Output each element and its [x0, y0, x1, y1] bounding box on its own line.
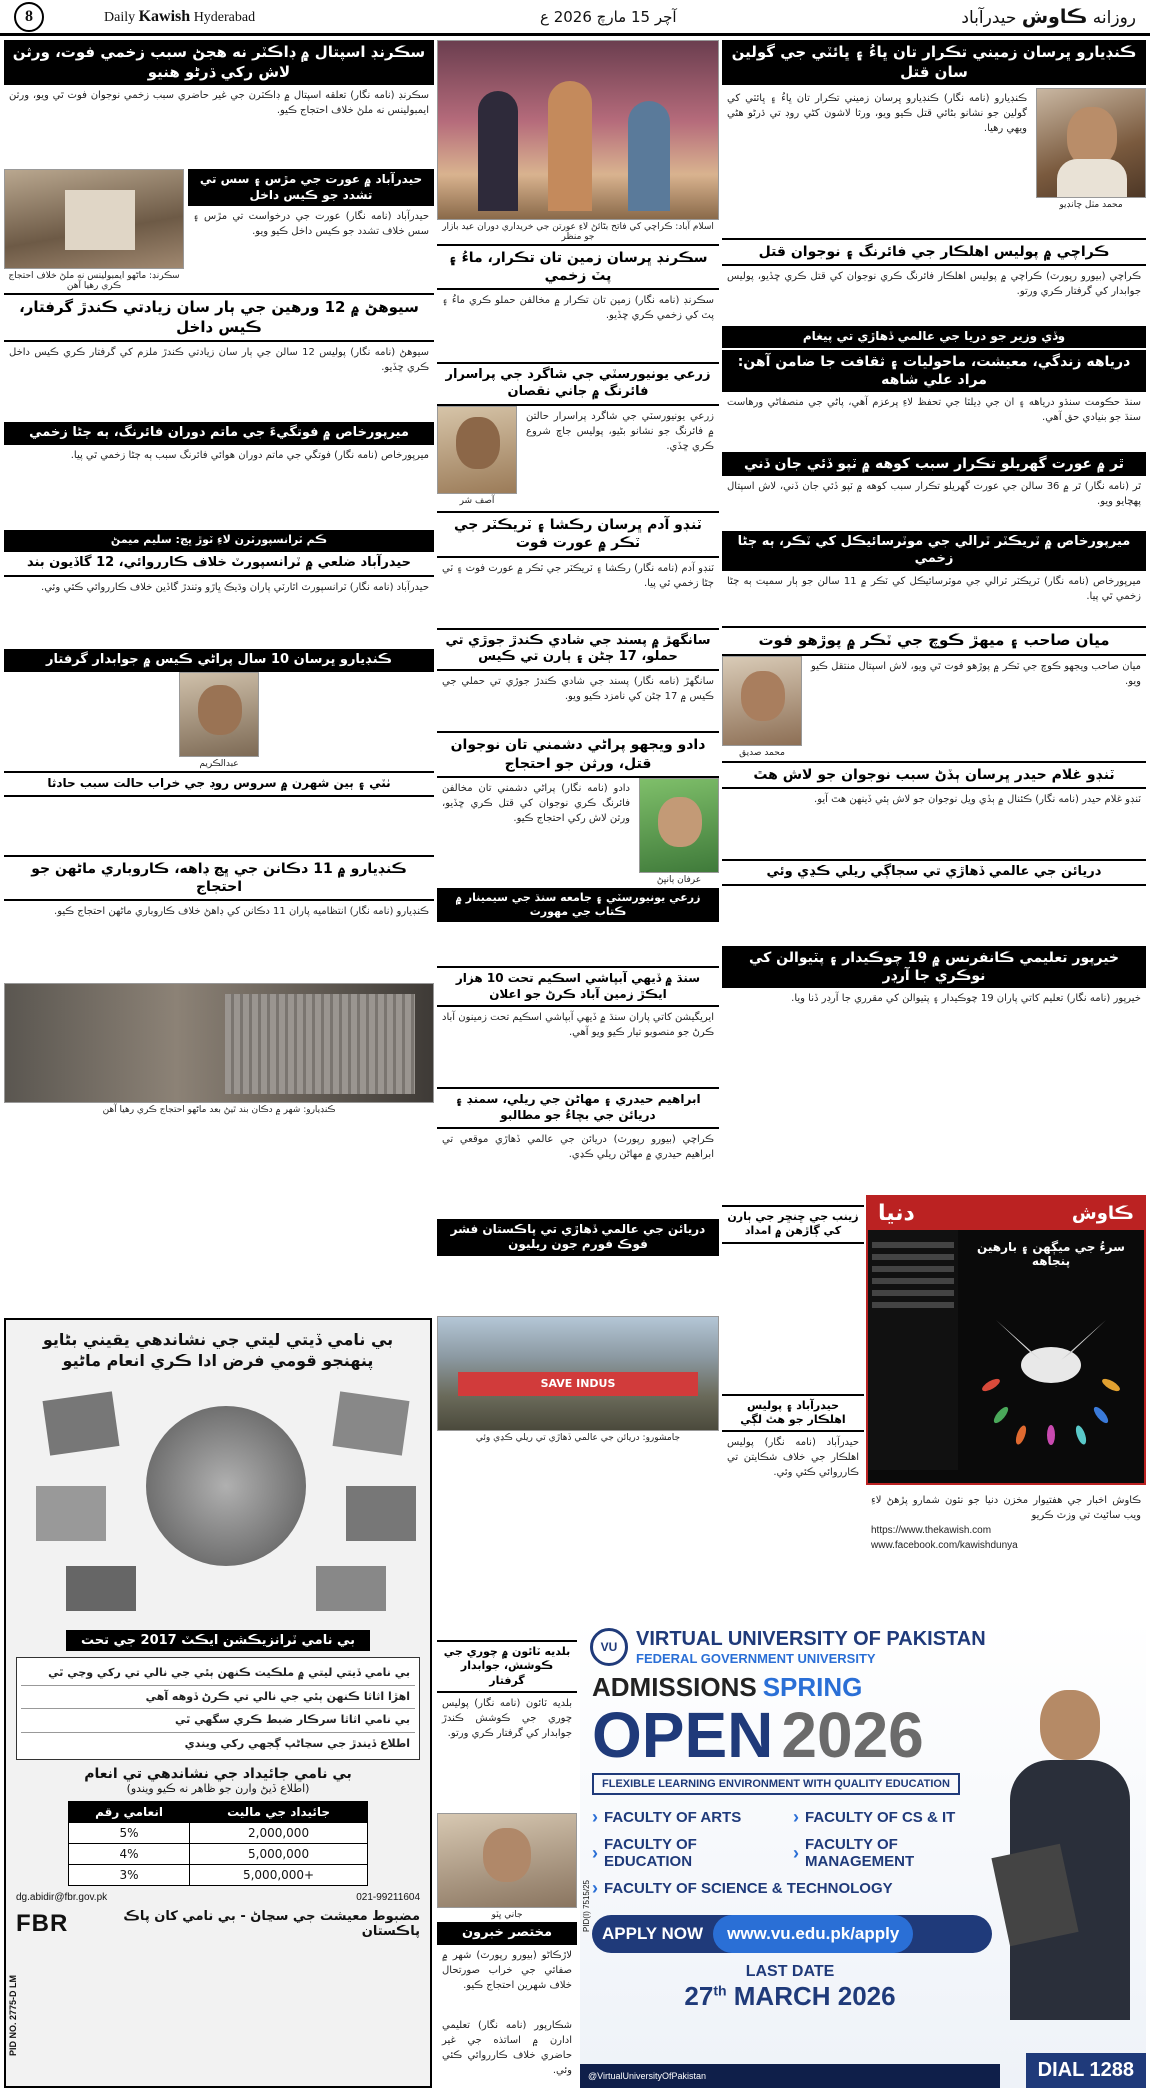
transport-action-headline: حيدرآباد ضلعي ۾ ٽرانسپورٽ خلاف ڪارروائي، 12 گاڏيون بند: [4, 550, 434, 577]
vu-name: VIRTUAL UNIVERSITY OF PAKISTAN: [636, 1628, 986, 1650]
sehwan-text: سيوهڻ (نامه نگار) پوليس 12 سالن جي ٻار سان زيادتي ڪندڙ ملزم کي گرفتار ڪري ڪيس داخل ڪري ڇڏيو.: [9, 347, 429, 373]
fishers-text: ڪراچي (بيورو رپورٽ) دريائن جي عالمي ڏهاڙي موقعي تي ابراهيم حيدري ۾ مهاڻن ريلي ڪڍي.: [442, 1133, 714, 1160]
table-row: 3% 5,000,000+: [69, 1865, 368, 1886]
university-photo-caption: آصف شر: [459, 496, 495, 507]
fbr-ad-points: [16, 1657, 420, 1760]
rally-photo-caption: جامشورو: دريائن جي عالمي ڏهاڙي تي ريلي ڪڍي وئي: [475, 1432, 681, 1443]
dunya-site-1[interactable]: https://www.thekawish.com: [871, 1525, 992, 1536]
mirpurkhas-headline: ميرپورخاص ۾ فوتگيءَ جي ماتم دوران فائرنگ، ٻه ڄڻا زخمي: [4, 422, 434, 445]
road-text: ميان صاحب ويجهو ڪوچ جي ٽڪر ۾ پوڙهو فوت ٿي ويو، لاش اسپتال منتقل ڪيو ويو.: [811, 660, 1141, 687]
sindhi-masthead: روزانه ڪاوش حيدرآباد: [961, 5, 1136, 28]
bottom-center-column: [437, 1640, 577, 2088]
transporters-headline: ڪم ٽرانسپورٽرن لاءِ ٽوڙ ڀڃ: سليم ميمڻ: [4, 530, 434, 550]
rally-headline: دريائن جي عالمي ڏهاڙي تي پاڪستان فشر فوڪ فورم جون ريليون: [437, 1219, 719, 1256]
hospital-text: سڪرنڊ (نامه نگار) تعلقه اسپتال ۾ ڊاڪٽرن جي غير حاضري سبب زخمي نوجوان فوت ٿي ويو، ورثن ايمبولينس نه ملڻ خلاف احتجاج ڪيو.: [9, 90, 429, 116]
baldia-text: بلديه ٽائون (نامه نگار) پوليس چوري جي ڪوشش ڪندڙ جوابدار کي گرفتار ڪري ورتو.: [442, 1697, 572, 1739]
fbr-ad-point: اهڙا اثاثا ڪنهن ٻئي جي نالي تي ڪرڻ ڏوهه آهي: [21, 1686, 415, 1710]
university-text: زرعي يونيورسٽي جي شاگرد پراسرار حالتن ۾ فائرنگ جو نشانو بڻيو، پوليس جاچ شروع ڪري ڇڏي.: [526, 411, 714, 453]
road-photo: [722, 656, 802, 746]
university-photo: [437, 406, 517, 494]
vu-social-bar: [580, 2064, 1000, 2088]
fbr-ad-title-1: بي نامي ڏيتي ليتي جي نشاندهي يقيني بڻايو: [42, 1330, 394, 1349]
vu-open: OPEN: [592, 1699, 774, 1771]
dadu-photo-caption: عرفان ٻانڀڻ: [656, 874, 702, 885]
lead-photo-caption: محمد مٺل چانڊيو: [1059, 200, 1123, 210]
shops-photo: [4, 983, 434, 1103]
irrigation-text: ايريگيشن کاتي پاران سنڌ ۾ ڏيهي آبپاشي اسڪيم تحت زمينون آباد ڪرڻ جو منصوبو تيار ڪيو ويو آهي.: [442, 1012, 714, 1039]
sakrand-text: سڪرنڊ (نامه نگار) زمين تان تڪرار ۾ مخالفن حملو ڪري ماءُ ۽ پٽ کي زخمي ڪري ڇڏيو.: [442, 295, 714, 322]
fishers-headline: ابراهيم حيدري ۽ مهاڻن جي ريلي، سمنڊ ۽ دريائن جي بچاءُ جو مطالبو: [437, 1087, 719, 1128]
lead-text: ڪنڊيارو (نامه نگار) ڪنڊيارو ڀرسان زميني تڪرار تان ڀاءُ ۽ ڀائٽي کي گولين جو نشانو بڻائي قتل ڪيو ويو، ورثا لاشون کڻي روڊ تي ڌرڻو هڻي ويهي رهيا.: [727, 93, 1027, 134]
fbr-footer: مضبوط معيشت جي سڃاڻ - بي نامي کان پاڪ پاڪستان: [123, 1909, 420, 1939]
kandiaro-photo-caption: عبدالڪريم: [199, 758, 239, 769]
right-column: [722, 40, 1146, 1205]
kawish-brand: ڪاوش: [1071, 1203, 1134, 1224]
dunya-site-2[interactable]: www.facebook.com/kawishdunya: [871, 1540, 1018, 1551]
vu-pid: PID(I) 7515/25: [582, 1880, 591, 1933]
fbr-phone[interactable]: 021-99211604: [356, 1892, 420, 1903]
faculty-item: › FACULTY OF MANAGEMENT: [793, 1836, 915, 1870]
ambulance-photo: [4, 169, 184, 269]
banner-subheadline: درياهه زندگي، معيشت، ماحوليات ۽ ثقافت جا ضامن آهن: مراد علي شاهه: [722, 350, 1146, 392]
dunya-cover-caption: سرءُ جي ميڳهن ۽ بارهين پنجاهه: [977, 1240, 1125, 1268]
brief-news-headline: مختصر خبرون: [437, 1922, 577, 1945]
fbr-ad-point: بي نامي اثاثا سرڪار ضبط ڪري سگهي ٿي: [21, 1709, 415, 1733]
table-row: 5% 2,000,000: [69, 1823, 368, 1844]
shops-text: ڪنڊيارو (نامه نگار) انتظاميه پاران 11 دڪانن کي ڊاهڻ خلاف ڪاروباري ماڻهن احتجاج ڪيو.: [54, 905, 429, 917]
dadu-text: دادو (نامه نگار) پراڻي دشمني تان مخالفن فائرنگ ڪري نوجوان کي قتل ڪري ڇڏيو، ورثن لاش رکي احتجاج ڪيو.: [442, 782, 630, 824]
banner-text: سنڌ حڪومت سنڌو درياهه ۽ ان جي ڊيلٽا جي تحفظ لاءِ پرعزم آهي، پاڻي جي منصفاڻي ورهاست سنڌ جو بنيادي حق آهي.: [727, 397, 1141, 424]
kandiaro-photo: [179, 672, 259, 757]
ambulance-photo-caption: سڪرنڊ: ماڻهو ايمبولينس نه ملڻ خلاف احتجاج ڪري رهيا آهن: [8, 271, 180, 291]
rally-banner: SAVE INDUS: [458, 1372, 698, 1396]
rally-photo: [437, 1316, 719, 1431]
vu-student-figure: [1000, 1690, 1140, 2020]
fbr-ad-title-2: پنهنجو قومي فرض ادا ڪري انعام ماڻيو: [62, 1351, 374, 1370]
fbr-ad-act: بي نامي ٽرانزيڪشن ايڪٽ 2017 جي تحت: [66, 1630, 370, 1651]
banner-headline: وڏي وزير جو دريا جي عالمي ڏهاڙي تي پيغام: [722, 326, 1146, 348]
tando-text: ٽنڊو غلام حيدر (نامه نگار) ڪئنال ۾ ٻڏي ويل نوجوان جو لاش ٻئي ڏينهن هٿ آيو.: [814, 793, 1141, 805]
chevron-right-icon: ›: [592, 1842, 598, 1863]
shops-headline: ڪنڊيارو ۾ 11 دڪانن جي ڀڃ ڊاهه، ڪاروباري ماڻهن جو احتجاج: [4, 855, 434, 901]
vu-last-date-label: LAST DATE: [745, 1963, 835, 1980]
kandiaro-arrest-headline: ڪنڊيارو ڀرسان 10 سال پراڻي ڪيس ۾ جوابدار گرفتار: [4, 649, 434, 672]
brief-news-text-1: لاڙڪاڻو (بيورو رپورٽ) شهر ۾ صفائي جي خراب صورتحال خلاف شهرين احتجاج ڪيو.: [442, 1949, 572, 1991]
masthead: [0, 0, 1150, 36]
hyderabad-case-headline: حيدرآباد ۾ عورت جي مڙس ۽ سس تي تشدد جو ڪيس داخل: [188, 169, 434, 206]
bottom-right-column: [722, 1205, 864, 1615]
mirpur-text: ميرپورخاص (نامه نگار) ٽريڪٽر ٽرالي جي موٽرسائيڪل کي ٽڪر ۾ 11 سالن جو ٻار سميت ٻه ڄڻا زخمي ٿي پيا.: [727, 576, 1141, 603]
mirpur-headline: ميرپورخاص ۾ ٽريڪٽر ٽرالي جي موٽرسائيڪل کي ٽڪر، ٻه ڄڻا زخمي: [722, 531, 1146, 571]
lead-photo: [1036, 88, 1146, 198]
khairpur-headline: خيرپور تعليمي ڪانفرنس ۾ 19 چوڪيدار ۽ پٽيوالن کي نوڪري جا آرڊر: [722, 946, 1146, 988]
hyderabad-case-text: حيدرآباد (نامه نگار) عورت جي درخواست تي مڙس ۽ سس خلاف تشدد جو ڪيس داخل ڪيو ويو.: [193, 211, 429, 238]
columnist-photo: [437, 1813, 577, 1908]
center-column: [4, 40, 434, 1160]
thar-text: ٿر (نامه نگار) ٿر ۾ 36 سالن جي عورت گهريلو تڪرار سبب کوهه ۾ ٽپو ڏئي جان ڏني، لاش اسپتال پهچايو ويو.: [727, 481, 1141, 508]
vu-tagline: FLEXIBLE LEARNING ENVIRONMENT WITH QUALITY EDUCATION: [592, 1773, 960, 1795]
vu-apply-url[interactable]: www.vu.edu.pk/apply: [713, 1915, 913, 1953]
vu-last-date: 27th MARCH 2026: [684, 1981, 896, 2011]
fbr-pid: PID NO. 2775-D LM: [8, 1974, 18, 2056]
market-photo-caption: اسلام آباد: ڪراچي کي فاتح بڻائڻ لاءِ عورتن جي خريداري دوران عيد بازار جو منظر: [442, 222, 714, 242]
fbr-reward-subtitle: (اطلاع ڏيڻ وارن جو ظاهر نه ڪيو ويندو): [126, 1782, 310, 1795]
columnist-photo-caption: جاني ڀٽو: [491, 1909, 523, 1920]
mirpurkhas-text: ميرپورخاص (نامه نگار) فوتگي جي ماتم دوران هوائي فائرنگ سبب ٻه ڄڻا زخمي ٿي پيا.: [70, 449, 429, 461]
businessman-figure: [146, 1406, 306, 1566]
sakrand-headline: سڪرنڊ ڀرسان زمين تان تڪرار، ماءُ ۽ پٽ زخمي: [437, 244, 719, 290]
fbr-ad-point: اطلاع ڏيندڙ جي سڃاڻپ ڳجهي رکي ويندي: [184, 1736, 410, 1750]
fbr-advertisement: [4, 1318, 432, 2088]
rivers-rally-headline: دريائن جي عالمي ڏهاڙي تي سجاڳي ريلي ڪڍي وئي: [722, 859, 1146, 886]
baldia-headline: بلديه ٽائون ۾ چوري جي ڪوشش، جوابدار گرفتار: [437, 1640, 577, 1693]
vu-admissions-ad: [580, 1620, 1146, 2088]
transport-action-text: حيدرآباد (نامه نگار) ٽرانسپورٽ اٿارٽي پاران وڌيڪ ڀاڙو وٺندڙ گاڏين خلاف ڪارروائي ڪئي وئي.: [41, 582, 429, 594]
faculty-item: › FACULTY OF EDUCATION: [592, 1836, 697, 1870]
vu-logo-icon: VU: [590, 1628, 628, 1666]
tando-headline: ٽنڊو غلام حيدر ڀرسان ٻڏڻ سبب نوجوان جو لاش هٿ: [722, 761, 1146, 789]
service-road-headline: ٺٽي ۽ ٻين شهرن ۾ سروس روڊ جي خراب حالت سبب حادثا: [4, 771, 434, 797]
vu-faculties: [580, 1801, 1000, 1905]
dunya-notice: ڪاوش اخبار جي هفتيوار مخزن دنيا جو نئون شمارو پڙهڻ لاءِ ويب سائيٽ تي وزٽ ڪريو https://www.thekawish.com www.facebook.com/kawishdunya: [871, 1495, 1141, 1551]
chevron-right-icon: ›: [793, 1807, 799, 1827]
shops-photo-caption: ڪنڊيارو: شهر ۾ دڪان بند ٿيڻ بعد ماڻهو احتجاج ڪري رهيا آهن: [102, 1104, 336, 1115]
faculty-item: › FACULTY OF SCIENCE & TECHNOLOGY: [592, 1878, 893, 1898]
zainab-headline: زينب جي ڇنڇر جي ٻارن کي ڳاڙهن ۾ امداد: [722, 1205, 864, 1244]
dunya-cover-art: [958, 1230, 1144, 1470]
table-row: 4% 5,000,000: [69, 1844, 368, 1865]
brief-news-text-2: شڪارپور (نامه نگار) تعليمي ادارن ۾ اساتذه جي غير حاضري خلاف ڪارروائي ڪئي وئي.: [442, 2019, 572, 2076]
road-photo-caption: محمد صديق: [739, 747, 785, 758]
chevron-right-icon: ›: [793, 1842, 799, 1863]
vu-subname: FEDERAL GOVERNMENT UNIVERSITY: [636, 1651, 876, 1666]
fbr-reward-title: بي نامي جائيداد جي نشاندهي تي انعام: [84, 1766, 352, 1782]
police-headline: حيدرآباد ۽ پوليس اهلڪار جو هٿ لڳي: [722, 1394, 864, 1433]
tando-adam-headline: ٽنڊو آدم ڀرسان رڪشا ۽ ٽريڪٽر جي ٽڪر ۾ عورت فوت: [437, 511, 719, 557]
dadu-headline: دادو ويجهو پراڻي دشمني تان نوجوان قتل، ورثن جو احتجاج: [437, 731, 719, 777]
page-number: 8: [14, 2, 44, 32]
chevron-right-icon: ›: [592, 1807, 598, 1827]
vu-apply-bar: [592, 1915, 992, 1953]
chevron-right-icon: ›: [592, 1878, 598, 1898]
fbr-reward-table: [68, 1801, 368, 1886]
dunya-magazine-ad: [866, 1195, 1146, 1485]
police-text: حيدرآباد (نامه نگار) پوليس اهلڪار جي خلاف شڪايتن تي ڪارروائي ڪئي وئي.: [727, 1437, 859, 1479]
fbr-email[interactable]: dg.abidir@fbr.gov.pk: [16, 1892, 108, 1903]
faculty-item: › FACULTY OF ARTS: [592, 1807, 742, 1827]
sehwan-headline: سيوهڻ ۾ 12 ورهين جي ٻار سان زيادتي ڪندڙ گرفتار، ڪيس داخل: [4, 293, 434, 342]
vu-social-handle[interactable]: @VirtualUniversityOfPakistan: [588, 2071, 707, 2081]
fbr-ad-point: بي نامي ڏيتي ليتي ۾ ملڪيت ڪنهن ٻئي جي نالي تي رکي وڃي ٿي: [21, 1662, 415, 1686]
dunya-contents: [868, 1230, 958, 1470]
mid-right-column: [437, 40, 719, 1630]
faculty-item: › FACULTY OF CS & IT: [793, 1807, 956, 1827]
table-header: جائيداد جي ماليت: [190, 1802, 368, 1823]
fbr-contacts: [16, 1892, 420, 1903]
vu-admissions: ADMISSIONS: [592, 1672, 757, 1702]
karachi-text: ڪراچي (بيورو رپورٽ) ڪراچي ۾ پوليس اهلڪار فائرنگ ڪري نوجوان کي قتل ڪري ڇڏيو، پوليس جوابدار کي گرفتار ڪري ورتو.: [727, 271, 1141, 298]
english-masthead: Daily Kawish Hyderabad: [104, 7, 256, 25]
vu-year: 2026: [781, 1699, 924, 1771]
table-header: انعامي رقم: [69, 1802, 190, 1823]
fbr-ad-graphic: [16, 1376, 420, 1626]
university-headline: زرعي يونيورسٽي جي شاگرد جي پراسرار فائرنگ ۾ جاني نقصان: [437, 362, 719, 406]
masthead-date: آچر 15 مارچ 2026 ع: [539, 7, 677, 26]
dove-illustration: [958, 1265, 1144, 1465]
market-photo: [437, 40, 719, 220]
sanghar-headline: سانگهڙ ۾ پسند جي شادي ڪندڙ جوڙي تي حملو، 17 ڄڻن ۽ ٻارن تي ڪيس: [437, 628, 719, 672]
vu-spring: SPRING: [762, 1672, 863, 1702]
sanghar-text: سانگهڙ (نامه نگار) پسند جي شادي ڪندڙ جوڙي تي حملي جي ڪيس ۾ 17 ڄڻن کي نامزد ڪيو ويو.: [442, 676, 714, 703]
lead-headline: ڪنڊيارو ڀرسان زميني تڪرار تان ڀاءُ ۽ ڀائٽي جي گولين سان قتل: [722, 40, 1146, 85]
khairpur-text: خيرپور (نامه نگار) تعليم کاتي پاران 19 چوڪيدار ۽ پٽيوالن کي مقرري جا آرڊر ڏنا ويا.: [791, 993, 1141, 1005]
road-headline: ميان صاحب ۽ ميهڙ ڪوچ جي ٽڪر ۾ پوڙهو فوت: [722, 626, 1146, 656]
fbr-logo: FBR: [16, 1910, 69, 1937]
thar-headline: ٿر ۾ عورت گهريلو تڪرار سبب کوهه ۾ ٽپو ڏئي جان ڏني: [722, 452, 1146, 476]
vu-dial[interactable]: DIAL 1288: [1026, 2053, 1146, 2088]
seminar-headline: زرعي يونيورسٽي ۽ جامعه سنڌ جي سيمينار ۾ ڪتاب جي مهورت: [437, 888, 719, 923]
hospital-headline: سڪرنڊ اسپتال ۾ ڊاڪٽر نه هجڻ سبب زخمي فوت، ورثن لاش رکي ڌرڻو هنيو: [4, 40, 434, 85]
karachi-headline: ڪراچي ۾ پوليس اهلڪار جي فائرنگ ۽ نوجوان قتل: [722, 238, 1146, 266]
irrigation-headline: سنڌ ۾ ڏيهي آبپاشي اسڪيم تحت 10 هزار ايڪڙ زمين آباد ڪرڻ جو اعلان: [437, 966, 719, 1007]
vu-apply-label: APPLY NOW: [602, 1924, 704, 1943]
dadu-photo: [639, 778, 719, 873]
dunya-title: دنيا: [878, 1201, 915, 1226]
tando-adam-text: ٽنڊو آدم (نامه نگار) رڪشا ۽ ٽريڪٽر جي ٽڪر ۾ عورت فوت ۽ ٽي ڄڻا زخمي ٿي پيا.: [442, 562, 714, 589]
